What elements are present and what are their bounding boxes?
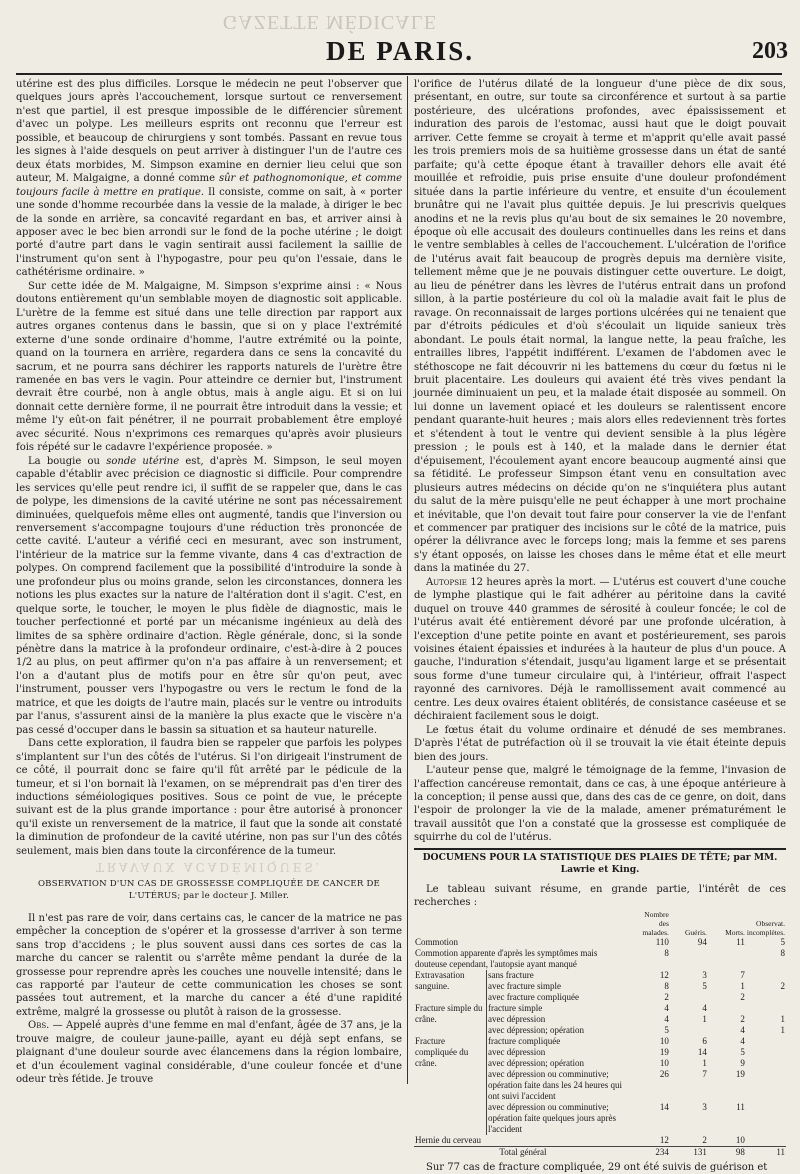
column-header: Guéris. (685, 927, 707, 937)
table-row: avec dépression ou comminutive; opération faite dans les 24 heures qui ont suivi l'accident 26 7 19 (488, 1068, 745, 1101)
paragraph: Il n'est pas rare de voir, dans certains cas, le cancer de la matrice ne pas empêcher la conception de s'opérer et la grossesse d'arriver à son terme sans trop d'accidens ; le plus souvent aussi dans ces sortes de cas la marche du cancer se ralentit ou s'arrête même pendant la durée de la grossesse pour reprendre après les couches une nouvelle intensité; dans le cas rapporté par l'auteur de cette communication les choses se sont passées tout autrement, et la marche du cancer a été d'une rapidité extrême, malgré la grossesse ou plutôt à raison de la grossesse. (16, 912, 402, 1018)
paragraph: Le fœtus était du volume ordinaire et dénudé de ses membranes. D'après l'état de putréfaction où il se trouvait la vie était éteinte depuis bien des jours. (414, 724, 786, 763)
table-header-row (414, 910, 786, 937)
page-header (0, 2, 800, 80)
paragraph: Dans cette exploration, il faudra bien se rappeler que parfois les polypes s'implantent sur l'un des côtés de l'utérus. Si l'on dirigeait l'instrument de ce côté, il pourrait donc se faire qu'il fût arrêté par le pédicule de la tumeur, et si l'on bornait là l'examen, on se méprendrait pas d'en tirer des inductions séméiologiques positives. Sous ce point de vue, le précepte suivant est de la plus grande importance : pour être autorisé à prononcer qu'il existe un renversement de la matrice, il faut que la sonde ait constaté la diminution de profondeur de la cavité utérine, non pas sur l'un des côtés seulement, mais bien dans toute la circonférence de la tumeur. (16, 738, 402, 857)
table-row: avec fracture simple 8 5 1 2 (488, 980, 785, 991)
row-group-label: Fracture simple du crâne. (414, 1003, 487, 1036)
table-row: avec dépression 19 14 5 (488, 1046, 745, 1057)
page-number: 203 (752, 38, 788, 64)
paragraph: Sur cette idée de M. Malgaigne, M. Simpson s'exprime ainsi : « Nous doutons entièrement qu'un semblable moyen de diagnostic soit applicable. L'urètre de la femme est situé dans une telle direction par rapport aux autres organes contenus dans le bassin, que si on y place l'extrémité externe d'une sonde ordinaire d'homme, l'autre extrémité ou la pointe, quand on la tournera en arrière, regardera dans ce sens la concavité du sacrum, et ne pourra sans déchirer les rapports naturels de l'urètre être ramenée en bas vers le vagin. Pour atteindre ce dernier but, l'instrument devrait être courbé, non à angle obtus, mais à angle aigu. Et si on lui donnait cette dernière forme, il ne pourrait être introduit dans la vessie; et même l'y eût-on fait pénétrer, il ne pourrait probablement être employé avec sécurité. Nous n'exprimons ces remarques qu'après avoir plusieurs fois répété sur le cadavre l'expérience proposée. » (16, 280, 402, 454)
left-column (16, 78, 402, 1086)
table-row: Extravasation sanguine. sans fracture 12 3 7 (414, 970, 786, 981)
paragraph: Autopsie 12 heures après la mort. — L'utérus est couvert d'une couche de lymphe plastique qui le fait adhérer au péritoine dans la cavité duquel on trouve 440 grammes de sérosité à couleur foncée; le col de l'utérus avait été entièrement dévoré par une profonde ulcération, à l'exception d'une petite pointe en avant et postérieurement, ses parois voisines étaient épaissies et indurées à la hauteur de plus d'un pouce. A gauche, l'induration s'étendait, jusqu'au ligament large et se présentait sous forme d'une tumeur circulaire qui, à l'intérieur, offrait l'aspect rayonné des carnivores. Déjà le ramollissement avait commencé au centre. Les deux ovaires étaient oblitérés, de consistance caséeuse et se déchiraient facilement sous le doigt. (414, 576, 786, 723)
table-row: Fracture compliquée du crâne. fracture compliquée 10 6 4 (414, 1036, 786, 1047)
table-row: avec dépression; opération 10 1 9 (488, 1057, 745, 1068)
column-header: Nombre des malades. (642, 909, 669, 937)
masthead-title: DE PARIS. (325, 36, 475, 66)
paragraph: l'orifice de l'utérus dilaté de la longueur d'une pièce de dix sous, présentant, en outre, sur toute sa circonférence et surtout à sa partie postérieure, des ulcérations profondes, avec épaississement et induration des parois de l'estomac, aussi haut que le doigt pouvait arriver. Cette femme se croyait à terme et m'apprit qu'elle avait passé les trois premiers mois de sa huitième grossesse dans un état de santé parfaite; qu'à cette époque étant à travailler dehors elle avait été mouillée et refroidie, puis prise ensuite d'une douleur profondément située dans la partie inférieure du ventre, et ensuite d'un écoulement brunâtre qui ne l'avait plus quittée depuis. Je lui prescrivis quelques anodins et ne la revis plus qu'au bout de six semaines le 20 novembre, époque où elle accusait des douleurs continuelles dans les reins et dans le ventre semblables à celles de l'accouchement. L'ulcération de l'orifice de l'utérus avait fait beaucoup de progrès depuis ma dernière visite, tellement même que je ne pouvais distinguer cette ouverture. Le doigt, au lieu de pénétrer dans les lèvres de l'utérus entrait dans un profond sillon, à la partie postérieure du col où la maladie avait fait le plus de ravage. On reconnaissait de larges portions ulcérées qui ne tenaient que par d'étroits pédicules et d'où s'écoulait un liquide sanieux très abondant. Le pouls était normal, la langue nette, la peau fraîche, les entrailles libres, l'appétit indifférent. L'examen de l'abdomen avec le stéthoscope ne fait découvrir ni les battemens du cœur du fœtus ni le bruit placentaire. Les douleurs qui avaient été très vives pendant la journée diminuaient un peu, et la malade était disposée au sommeil. On lui donne un lavement opiacé et les douleurs se ralentissent encore pendant quarante-huit heures ; mais alors elles redeviennent très fortes et s'étendent à tout le ventre qui devient sensible à la plus légère pression ; le pouls est à 140, et la malade dans le dernier état d'épuisement, l'écoulement ayant encore beaucoup augmenté ainsi que sa fétidité. Le professeur Simpson étant venu en consultation avec plusieurs autres médecins on décide qu'on ne s'inquiétera plus autant du salut de la mère puisqu'elle ne peut échapper à une mort prochaine et inévitable, que l'on devait tout faire pour conserver la vie de l'enfant et commencer par pratiquer des incisions sur le côté de la matrice, puis opérer la délivrance avec le forceps long; mais la femme et ses parens s'y étant opposés, on laisse les choses dans le même état et elle meurt dans la matinée du 27. (414, 79, 786, 575)
table-row: avec fracture compliquée 2 2 (488, 991, 745, 1002)
table-row: avec dépression; opération 5 4 1 (488, 1024, 785, 1035)
column-divider (407, 76, 408, 1084)
row-group-label: Extravasation sanguine. (414, 970, 487, 1003)
paragraph: La bougie ou sonde utérine est, d'après M. Simpson, le seul moyen capable d'établir avec précision ce diagnostic si difficile. Pour comprendre les services qu'elle peut rendre ici, il suffit de se rappeler que, dans le cas de polype, les dimensions de la cavité utérine ne sont pas nécessairement diminuées, quelquefois même elles ont augmenté, tandis que l'inversion ou renversement s'accompagne toujours d'une réduction très prononcée de cette cavité. L'auteur a vérifié ceci en mesurant, avec son instrument, l'intérieur de la matrice sur la femme vivante, dans 4 cas d'extraction de polypes. On comprend facilement que la possibilité d'introduire la sonde à une profondeur plus ou moins grande, selon les circonstances, donnera les notions les plus exactes sur la nature de l'altération dont il s'agit. C'est, en quelque sorte, le toucher, le moyen le plus fidèle de diagnostic, mais le toucher perfectionné et porté par un mécanisme ingénieux au delà des limites de sa sphère ordinaire d'action. Règle générale, donc, si la sonde pénètre dans la matrice à la profondeur ordinaire, c'est-à-dire à 2 pouces 1/2 au plus, on peut affirmer qu'on n'a pas affaire à un renversement; et l'on a d'autant plus de motifs pour en être sûr qu'on peut, avec l'instrument, pousser vers l'hypogastre ou vers le rectum le fond de la matrice, et que les doigts de l'autre main, placés sur le ventre ou introduits par l'anus, s'assurent ainsi de la manière la plus exacte que le viscère n'a pas cessé d'occuper dans le bassin sa situation et sa hauteur naturelle. (16, 455, 402, 736)
column-header: Observat. incomplètes. (746, 918, 785, 937)
table-total-row: Total général 234 131 98 11 (414, 1146, 786, 1158)
table-row: Hernie du cerveau 12 2 10 (415, 1134, 745, 1145)
column-header: Morts. (725, 927, 745, 937)
article-title: OBSERVATION D'UN CAS DE GROSSESSE COMPLIQUÉE DE CANCER DE L'UTÉRUS; par le docteur J. Miller. (37, 879, 381, 902)
header-rule (16, 73, 782, 75)
bleed-through-masthead: GAZETTE MÉDICALE (222, 11, 438, 33)
paragraph: Obs. — Appelé auprès d'une femme en mal d'enfant, âgée de 37 ans, je la trouve maigre, de couleur jaune-paille, ayant eu déjà sept enfans, se plaignant d'une douleur sourde avec élancemens dans la région lombaire, et d'un écoulement vaginal considérable, d'une couleur foncée et d'une odeur très fétide. Je trouve (16, 1020, 402, 1086)
article-title: DOCUMENS POUR LA STATISTIQUE DES PLAIES DE TÊTE; par MM. Lawrie et King. (422, 851, 778, 876)
table-row: avec dépression ou comminutive; opération faite quelques jours après l'accident 14 3 11 (488, 1101, 745, 1134)
paragraph: Le tableau suivant résume, en grande partie, l'intérêt de ces recherches : (414, 883, 786, 909)
section-rule (414, 848, 786, 850)
bleed-through-heading: TRAVAUX ACADÉMIQUES. (95, 860, 323, 875)
table-row: avec dépression 4 1 2 1 (488, 1013, 785, 1024)
paragraph: utérine est des plus difficiles. Lorsque le médecin ne peut l'observer que quelques jours après l'accouchement, lorsque surtout ce renversement n'est que partiel, il est presque impossible de le différencier sûrement d'avec un polype. Les meilleurs esprits ont reconnu que l'erreur est possible, et beaucoup de chirurgiens y sont tombés. Passant en revue tous les signes à l'aide desquels on peut arriver à distinguer l'un de l'autre ces deux états morbides, M. Simpson examine en dernier lieu celui que son auteur, M. Malgaigne, a donné comme sûr et pathognomonique, et comme toujours facile à mettre en pratique. Il consiste, comme on sait, à « porter une sonde d'homme recourbée dans la vessie de la malade, à diriger le bec de la sonde en arrière, sa concavité regardant en bas, et arriver ainsi à apposer avec le bec bien arrondi sur le fond de la poche utérine ; le doigt porté d'autre part dans le vagin sentirait aussi facilement la saillie de l'instrument qu'on sent à l'hypogastre, pour peu qu'on l'essaie, dans le cathétérisme ordinaire. » (16, 79, 402, 279)
row-group-label: Fracture compliquée du crâne. (414, 1036, 487, 1135)
table-row: Commotion apparente d'après les symptômes mais douteuse cependant, l'autopsie ayant manqué 8 8 (415, 947, 785, 969)
paragraph: L'auteur pense que, malgré le témoignage de la femme, l'invasion de l'affection cancéreuse remontait, dans ce cas, à une époque antérieure à la conception; il pense aussi que, dans des cas de ce genre, on doit, dans l'espoir de prolonger la vie de la malade, amener prématurément le travail aussitôt que l'on a constaté que la grossesse est compliquée de squirrhe du col de l'utérus. (414, 765, 786, 844)
right-column (414, 78, 786, 1173)
table-row: Fracture simple du crâne. fracture simple 4 4 (414, 1003, 786, 1014)
paragraph: Sur 77 cas de fracture compliquée, 29 ont été suivis de guérison et (426, 1161, 768, 1173)
table-row: Commotion 110 94 11 5 (415, 936, 785, 947)
statistics-table (414, 910, 786, 1158)
